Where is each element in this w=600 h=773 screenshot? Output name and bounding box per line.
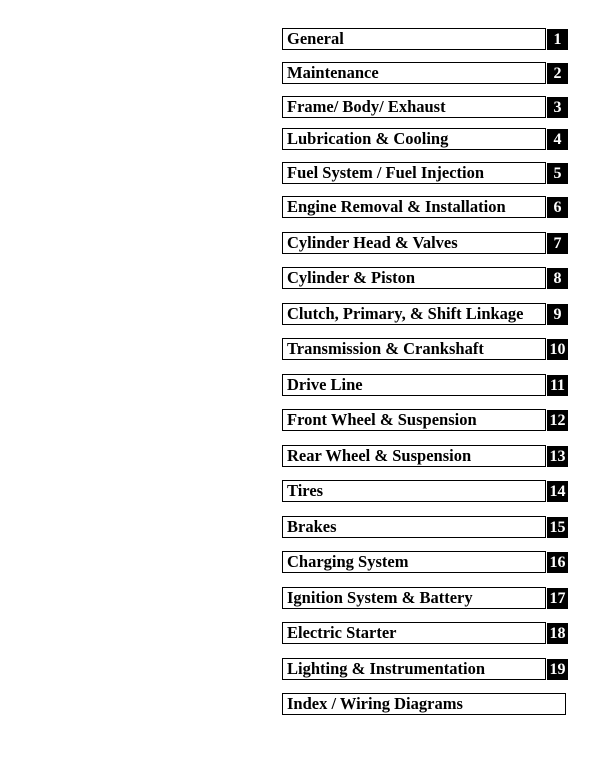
toc-item-box [282,658,546,680]
toc-item-box [282,28,546,50]
section-number-tab: 10 [547,339,568,360]
toc-item-clutch-primary[interactable] [282,303,568,325]
toc-item-box [282,62,546,84]
toc-item-maintenance[interactable] [282,62,568,84]
section-number-tab: 19 [547,659,568,680]
table-of-contents [282,28,568,729]
section-number-tab: 2 [547,63,568,84]
section-number-tab: 7 [547,233,568,254]
section-number-tab: 1 [547,29,568,50]
toc-item-label: Fuel System / Fuel Injection [287,163,485,182]
toc-item-engine-removal[interactable] [282,196,568,218]
toc-item-transmission[interactable] [282,338,568,360]
toc-item-label: Clutch, Primary, & Shift Linkage [287,303,524,323]
toc-item-box [282,128,546,150]
section-number-tab: 18 [547,623,568,644]
toc-item-label: Cylinder & Piston [287,268,416,287]
toc-item-label: Engine Removal & Installation [287,197,506,216]
toc-item-box [282,96,546,118]
toc-item-box [282,374,546,396]
toc-item-lubrication-cooling[interactable] [282,128,568,150]
toc-item-label: Frame/ Body/ Exhaust [287,97,446,116]
toc-item-box [282,409,546,431]
toc-item-box [282,196,546,218]
toc-item-box [282,267,546,289]
section-number-tab: 15 [547,517,568,538]
toc-item-front-wheel[interactable] [282,409,568,431]
toc-item-label: Transmission & Crankshaft [287,339,484,358]
toc-item-index-wiring[interactable] [282,693,568,715]
toc-item-fuel-system[interactable] [282,162,568,184]
toc-item-box [282,303,546,325]
toc-item-label: Electric Starter [287,623,397,642]
toc-item-drive-line[interactable] [282,374,568,396]
toc-item-general[interactable] [282,28,568,50]
toc-item-lighting[interactable] [282,658,568,680]
toc-item-label: Lighting & Instrumentation [287,658,486,678]
toc-item-label: Index / Wiring Diagrams [287,694,463,713]
toc-item-label: Brakes [287,516,337,536]
section-number-tab: 11 [547,375,568,396]
section-number-tab: 17 [547,588,568,609]
toc-item-label: Rear Wheel & Suspension [287,445,472,465]
section-number-tab: 8 [547,268,568,289]
toc-item-tires[interactable] [282,480,568,502]
toc-item-frame-body-exhaust[interactable] [282,96,568,118]
toc-item-label: Cylinder Head & Valves [287,232,458,252]
toc-item-charging-system[interactable] [282,551,568,573]
toc-item-label: Ignition System & Battery [287,587,473,607]
toc-item-box [282,693,566,715]
toc-item-cylinder-piston[interactable] [282,267,568,289]
toc-item-label: Front Wheel & Suspension [287,410,477,429]
toc-item-label: Charging System [287,552,409,571]
toc-item-ignition-system[interactable] [282,587,568,609]
toc-item-box [282,551,546,573]
section-number-tab: 6 [547,197,568,218]
toc-item-brakes[interactable] [282,516,568,538]
section-number-tab: 3 [547,97,568,118]
section-number-tab: 4 [547,129,568,150]
toc-item-box [282,516,546,538]
toc-item-box [282,445,546,467]
section-number-tab: 13 [547,446,568,467]
toc-item-label: Lubrication & Cooling [287,129,449,148]
toc-item-box [282,232,546,254]
section-number-tab: 16 [547,552,568,573]
toc-item-box [282,338,546,360]
toc-item-box [282,162,546,184]
toc-item-rear-wheel[interactable] [282,445,568,467]
toc-item-label: General [287,29,344,48]
section-number-tab: 9 [547,304,568,325]
section-number-tab: 12 [547,410,568,431]
toc-item-box [282,480,546,502]
section-number-tab: 14 [547,481,568,502]
toc-item-cylinder-head[interactable] [282,232,568,254]
toc-item-box [282,587,546,609]
toc-item-label: Tires [287,481,324,500]
toc-item-electric-starter[interactable] [282,622,568,644]
toc-item-label: Maintenance [287,63,379,82]
toc-item-box [282,622,546,644]
section-number-tab: 5 [547,163,568,184]
toc-item-label: Drive Line [287,374,363,394]
